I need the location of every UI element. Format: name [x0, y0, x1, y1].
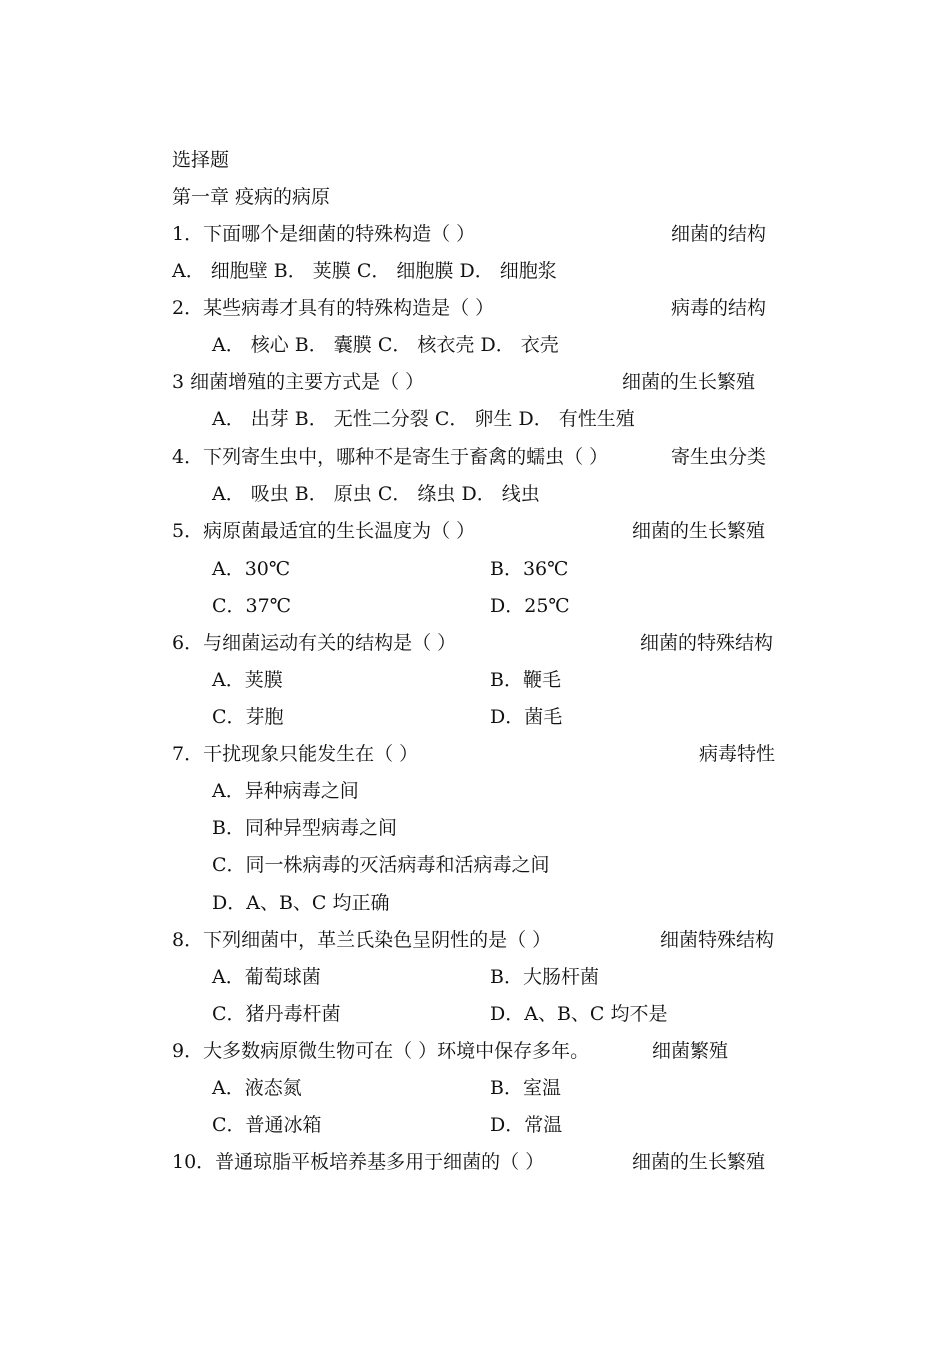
question-7-option-b: B．同种异型病毒之间	[212, 817, 397, 839]
question-4-options: A． 吸虫 B． 原虫 C． 绦虫 D． 线虫	[212, 483, 540, 505]
chapter-title: 第一章 疫病的病原	[172, 186, 331, 208]
question-8-option-c: C．猪丹毒杆菌	[212, 1003, 341, 1025]
question-4-stem: 4．下列寄生虫中，哪种不是寄生于畜禽的蠕虫（ ）	[172, 446, 609, 468]
question-8-stem: 8．下列细菌中，革兰氏染色呈阴性的是（ ）	[172, 929, 552, 951]
question-8-option-a: A．葡萄球菌	[212, 966, 321, 988]
question-9-option-c: C．普通冰箱	[212, 1114, 322, 1136]
question-6-stem: 6．与细菌运动有关的结构是（ ）	[172, 632, 457, 654]
question-5-option-d: D．25℃	[490, 595, 570, 617]
question-9-stem: 9．大多数病原微生物可在（ ）环境中保存多年。	[172, 1040, 590, 1062]
question-5-tag: 细菌的生长繁殖	[632, 520, 766, 542]
question-3-tag: 细菌的生长繁殖	[622, 371, 756, 393]
question-6-option-c: C．芽胞	[212, 706, 284, 728]
question-5-option-b: B．36℃	[490, 558, 569, 580]
question-2-tag: 病毒的结构	[671, 297, 767, 319]
question-7-option-a: A．异种病毒之间	[212, 780, 359, 802]
question-2-options: A． 核心 B． 囊膜 C． 核衣壳 D． 衣壳	[212, 334, 559, 356]
question-7-option-d: D．A、B、C 均正确	[212, 892, 390, 914]
question-5-stem: 5．病原菌最适宜的生长温度为（ ）	[172, 520, 476, 542]
question-6-option-a: A．荚膜	[212, 669, 283, 691]
question-7-option-c: C．同一株病毒的灭活病毒和活病毒之间	[212, 854, 550, 876]
question-9-tag: 细菌繁殖	[652, 1040, 729, 1062]
question-6-tag: 细菌的特殊结构	[640, 632, 774, 654]
question-3-options: A． 出芽 B． 无性二分裂 C． 卵生 D． 有性生殖	[212, 408, 635, 430]
question-10-stem: 10．普通琼脂平板培养基多用于细菌的（ ）	[172, 1151, 545, 1173]
question-6-option-d: D．菌毛	[490, 706, 563, 728]
question-8-option-b: B．大肠杆菌	[490, 966, 599, 988]
question-1-options: A． 细胞壁 B． 荚膜 C． 细胞膜 D． 细胞浆	[172, 260, 557, 282]
question-7-tag: 病毒特性	[699, 743, 776, 765]
question-5-option-c: C．37℃	[212, 595, 291, 617]
question-10-tag: 细菌的生长繁殖	[632, 1151, 766, 1173]
question-3-stem: 3 细菌增殖的主要方式是（ ）	[172, 371, 425, 393]
question-9-option-d: D．常温	[490, 1114, 563, 1136]
question-6-option-b: B．鞭毛	[490, 669, 561, 691]
question-7-stem: 7．干扰现象只能发生在（ ）	[172, 743, 419, 765]
question-4-tag: 寄生虫分类	[671, 446, 767, 468]
question-8-tag: 细菌特殊结构	[660, 929, 775, 951]
question-2-stem: 2．某些病毒才具有的特殊构造是（ ）	[172, 297, 495, 319]
question-1-tag: 细菌的结构	[671, 223, 767, 245]
question-9-option-b: B．室温	[490, 1077, 561, 1099]
question-5-option-a: A．30℃	[212, 558, 291, 580]
question-8-option-d: D．A、B、C 均不是	[490, 1003, 668, 1025]
question-1-stem: 1．下面哪个是细菌的特殊构造（ ）	[172, 223, 476, 245]
question-9-option-a: A．液态氮	[212, 1077, 302, 1099]
section-title: 选择题	[172, 149, 230, 171]
